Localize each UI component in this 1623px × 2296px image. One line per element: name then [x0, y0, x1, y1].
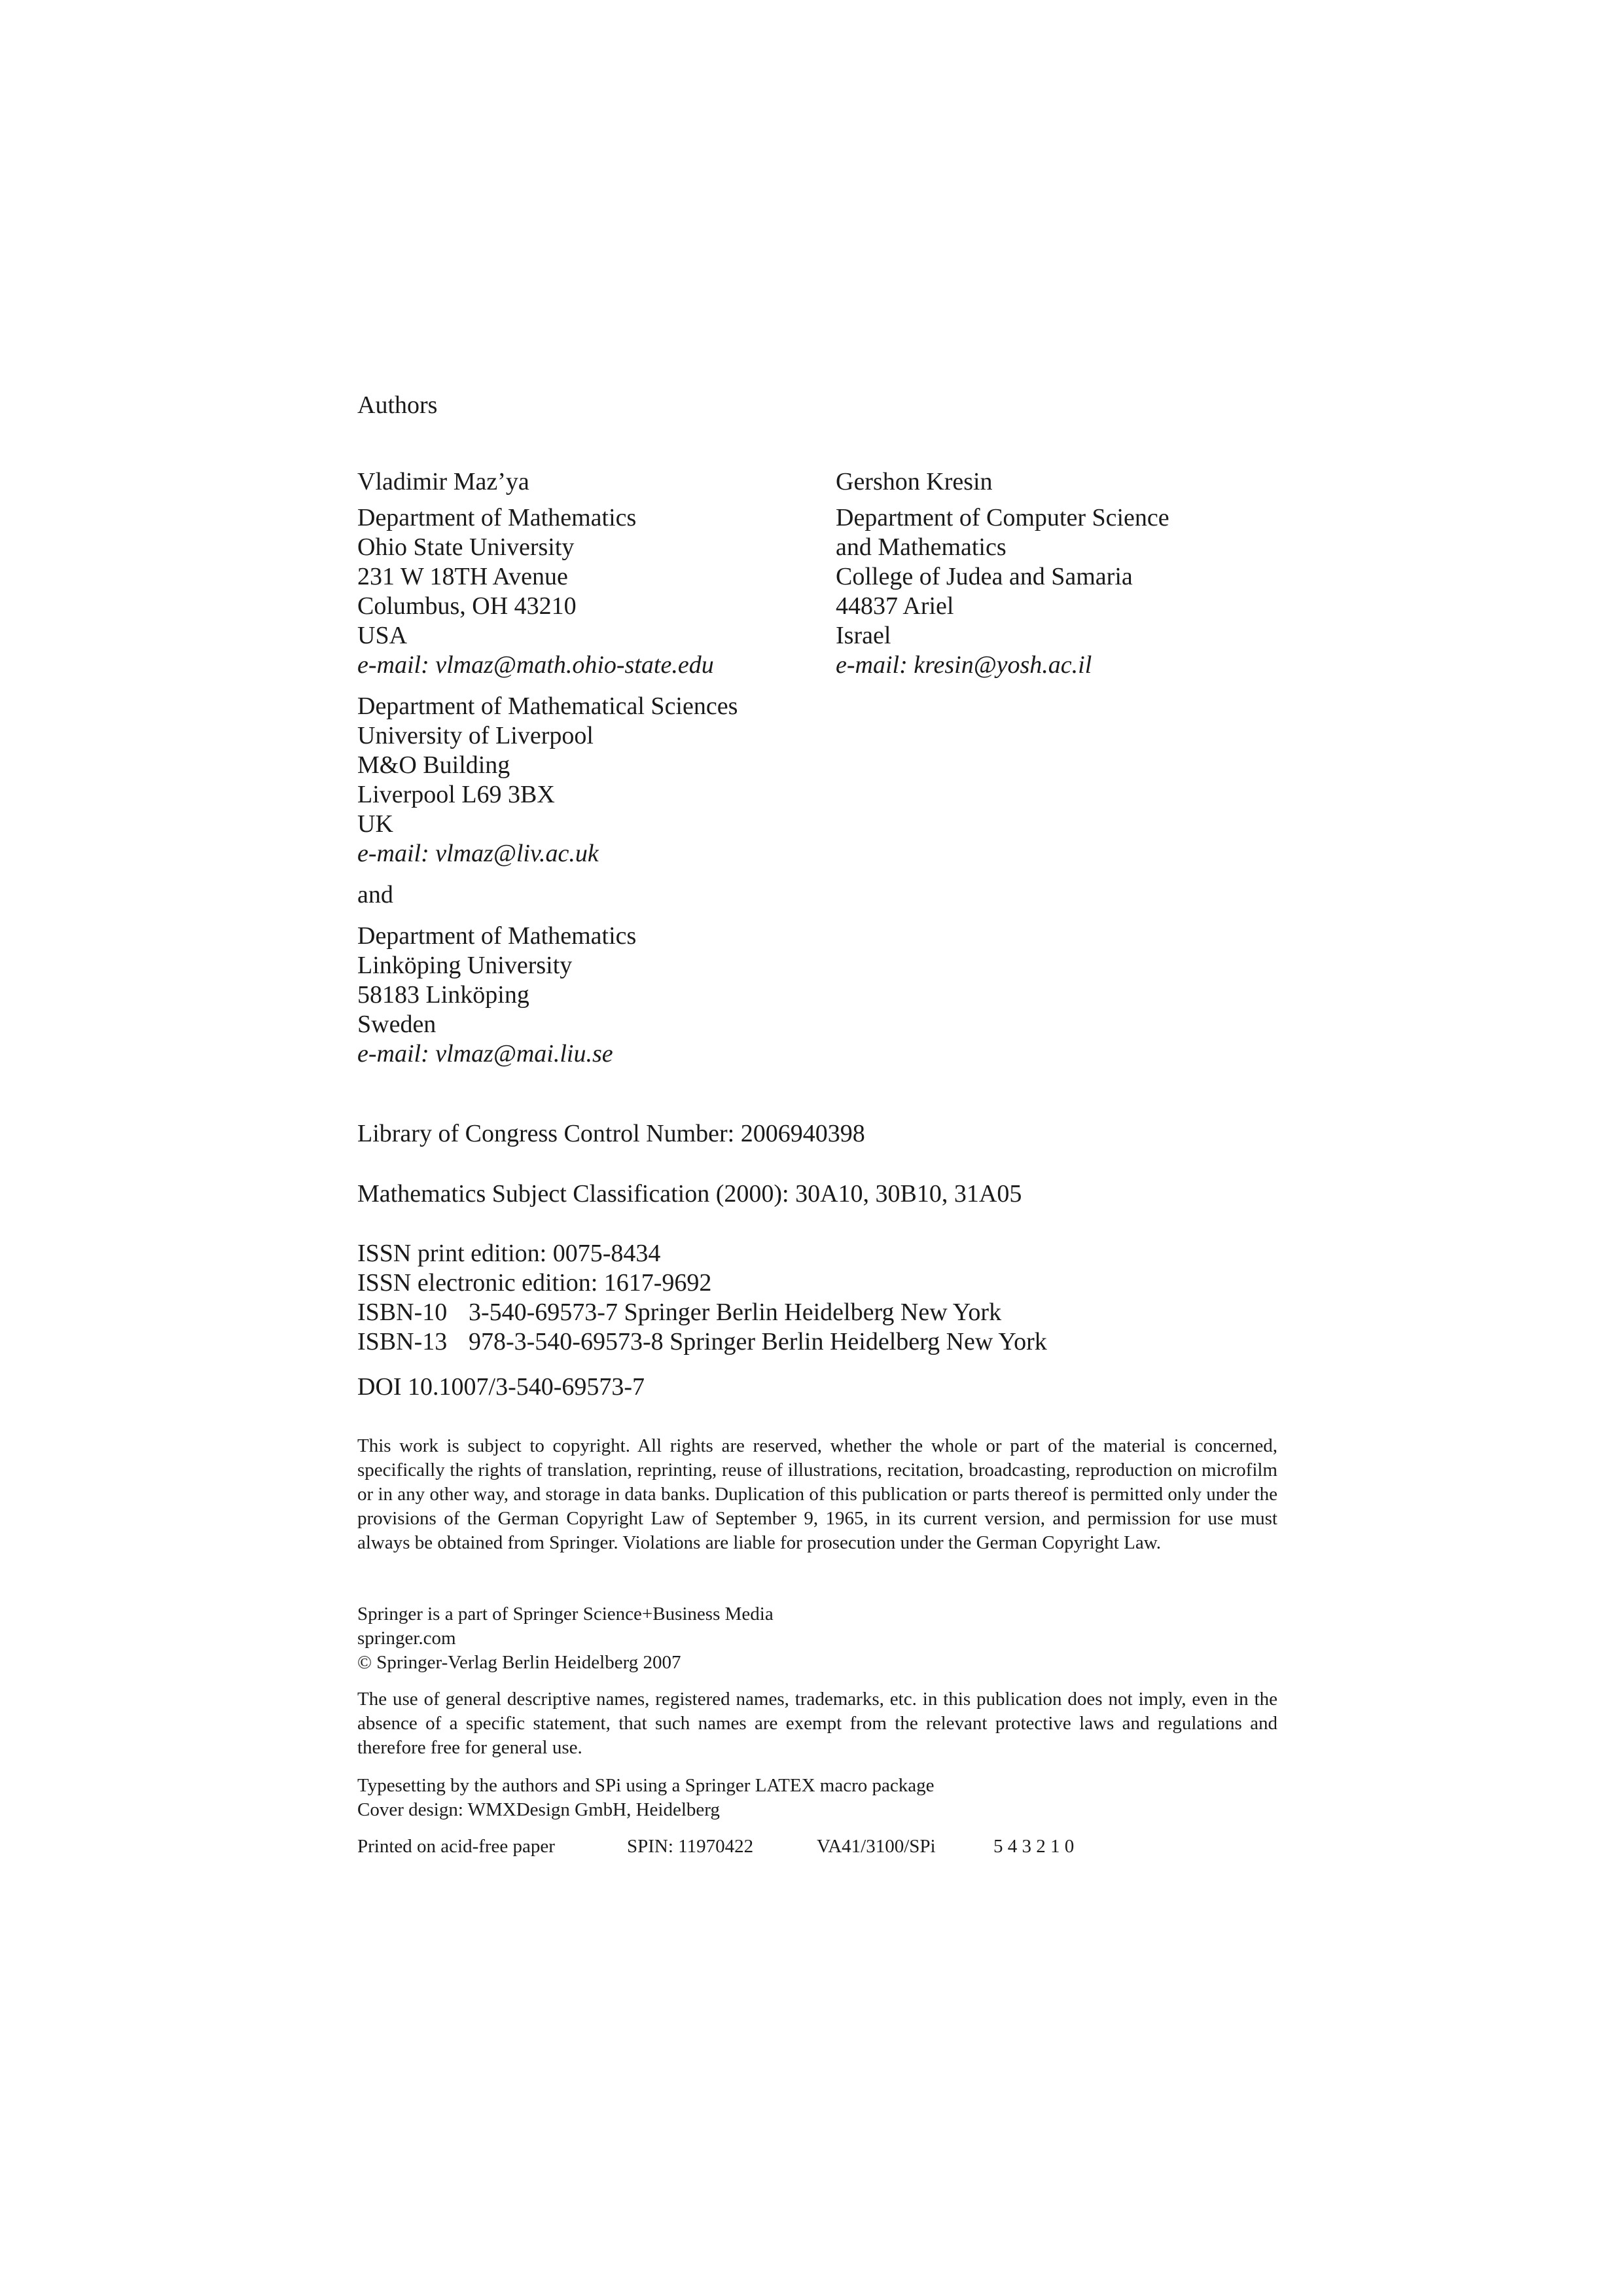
author1-aff2-building: M&O Building [357, 751, 510, 779]
author1-aff2-email: e-mail: vlmaz@liv.ac.uk [357, 840, 599, 867]
issn-electronic: ISSN electronic edition: 1617-9692 [357, 1269, 712, 1297]
authors-heading: Authors [357, 391, 438, 419]
author1-aff1-street: 231 W 18TH Avenue [357, 563, 568, 590]
author1-aff1-city: Columbus, OH 43210 [357, 592, 577, 620]
author2-dept-line2: and Mathematics [836, 533, 1007, 561]
lccn: Library of Congress Control Number: 2006940398 [357, 1120, 865, 1147]
author2-block [836, 467, 1169, 680]
author1-aff2-dept: Department of Mathematical Sciences [357, 692, 738, 720]
author1-aff2-city: Liverpool L69 3BX [357, 781, 555, 808]
author2-email: e-mail: kresin@yosh.ac.il [836, 651, 1092, 679]
author1-aff1-email: e-mail: vlmaz@math.ohio-state.edu [357, 651, 714, 679]
author2-institution: College of Judea and Samaria [836, 563, 1133, 590]
publisher-block [357, 1602, 774, 1675]
publisher-copyright: © Springer-Verlag Berlin Heidelberg 2007 [357, 1652, 681, 1673]
and-separator: and [357, 881, 393, 908]
print-numbers: 5 4 3 2 1 0 [993, 1836, 1075, 1857]
doi: DOI 10.1007/3-540-69573-7 [357, 1373, 645, 1401]
isbn10-row [357, 1298, 1047, 1327]
author1-aff2-institution: University of Liverpool [357, 722, 594, 749]
author1-aff3-city: 58183 Linköping [357, 981, 529, 1009]
author1-aff3-institution: Linköping University [357, 952, 573, 979]
isbn10-value: 3-540-69573-7 Springer Berlin Heidelberg New York [469, 1299, 1002, 1326]
author2-dept-line1: Department of Computer Science [836, 504, 1169, 531]
author2-country: Israel [836, 622, 891, 649]
print-line [357, 1835, 1074, 1859]
author1-aff2-country: UK [357, 810, 393, 838]
isbn13-value: 978-3-540-69573-8 Springer Berlin Heidelberg New York [469, 1328, 1047, 1355]
msc-classification: Mathematics Subject Classification (2000): 30A10, 30B10, 31A05 [357, 1180, 1022, 1208]
author1-aff1-institution: Ohio State University [357, 533, 575, 561]
trademark-notice: The use of general descriptive names, registered names, trademarks, etc. in this publication does not imply, even in the absence of a specific statement, that such names are exempt from the relevant protective laws and regulations and therefore free for general use. [357, 1689, 1277, 1758]
author2-name: Gershon Kresin [836, 468, 993, 495]
isbn13-row [357, 1327, 1047, 1357]
publisher-website: springer.com [357, 1628, 456, 1649]
issn-print: ISSN print edition: 0075-8434 [357, 1240, 661, 1267]
production-block [357, 1774, 934, 1822]
print-code: VA41/3100/SPi [817, 1836, 936, 1857]
author1-name: Vladimir Maz’ya [357, 468, 529, 495]
cover-design-credit: Cover design: WMXDesign GmbH, Heidelberg [357, 1799, 720, 1820]
author1-aff3-email: e-mail: vlmaz@mai.liu.se [357, 1040, 613, 1067]
author1-aff1-country: USA [357, 622, 408, 649]
author1-block [357, 467, 738, 1069]
author2-city: 44837 Ariel [836, 592, 954, 620]
author1-aff3-country: Sweden [357, 1011, 437, 1038]
author1-aff1-dept: Department of Mathematics [357, 504, 637, 531]
author1-aff3-dept: Department of Mathematics [357, 922, 637, 950]
isbn10-label: ISBN-10 [357, 1299, 448, 1326]
copyright-notice: This work is subject to copyright. All rights are reserved, whether the whole or part of the material is concerned, specifically the rights of translation, reprinting, reuse of illustrations, recitation, broadcasting, reproduction on microfilm or in any other way, and storage in data banks. Duplication of this publication or parts thereof is permitted only under the provisions of the German Copyright Law of September 9, 1965, in its current version, and permission for use must always be obtained from Springer. Violations are liable for prosecution under the German Copyright Law. [357, 1435, 1277, 1553]
issn-isbn-block [357, 1239, 1047, 1357]
publisher-line1: Springer is a part of Springer Science+Business Media [357, 1604, 774, 1624]
isbn13-label: ISBN-13 [357, 1328, 448, 1355]
print-paper: Printed on acid-free paper [357, 1836, 555, 1857]
print-spin: SPIN: 11970422 [627, 1836, 754, 1857]
typesetting-credit: Typesetting by the authors and SPi using a Springer LATEX macro package [357, 1775, 935, 1796]
